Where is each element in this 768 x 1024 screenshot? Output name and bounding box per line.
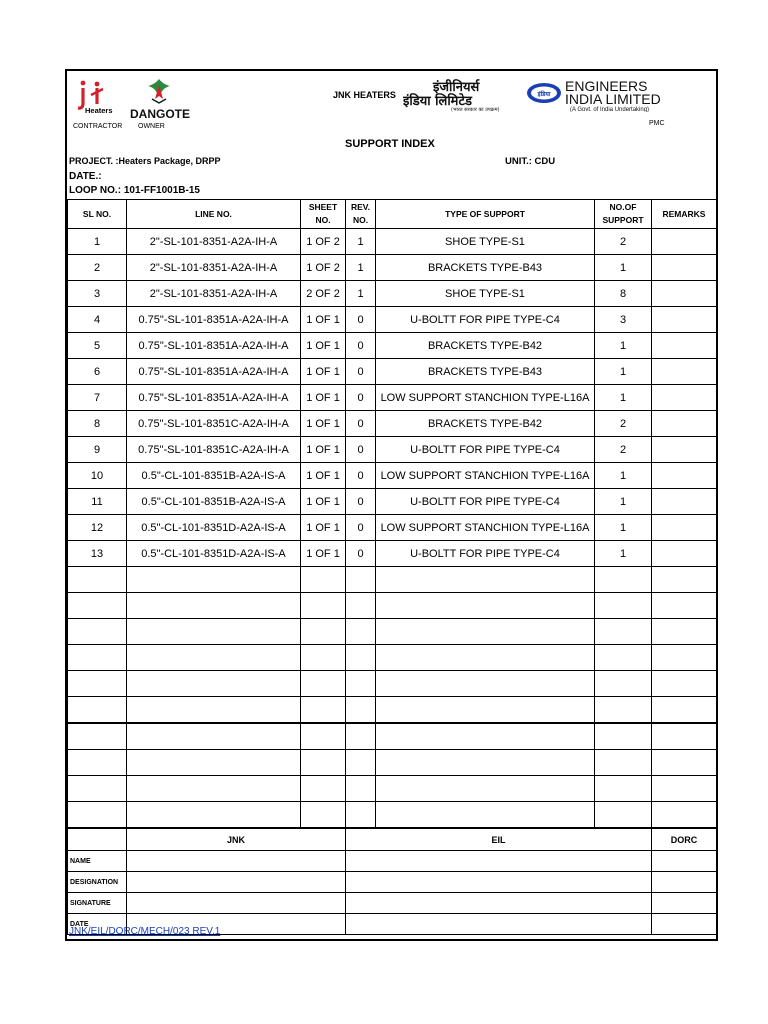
col-rev-no-bottom: NO. (352, 215, 369, 225)
eil-hindi-line1: इंजीनियर्स (433, 80, 480, 95)
cell-count: 8 (595, 281, 652, 307)
empty-cell (346, 697, 376, 724)
engineers-india-logo (403, 78, 703, 112)
signoff-jnk: JNK (127, 828, 346, 851)
col-no-of-support-top: NO.OF (609, 202, 637, 212)
empty-cell (652, 619, 717, 645)
cell-sl: 10 (68, 463, 127, 489)
cell-line: 0.5"-CL-101-8351D-A2A-IS-A (127, 515, 301, 541)
cell-rev: 0 (346, 489, 376, 515)
empty-cell (346, 645, 376, 671)
empty-cell (127, 802, 301, 829)
signoff-row-name (68, 851, 717, 872)
empty-cell (376, 671, 595, 697)
cell-sheet: 1 OF 1 (301, 437, 346, 463)
empty-cell (127, 645, 301, 671)
signoff-eil: EIL (346, 828, 652, 851)
empty-row (68, 567, 717, 593)
signoff-dorc: DORC (652, 828, 717, 851)
eil-line1: ENGINEERS (565, 78, 648, 94)
col-rev-no-top: REV. (350, 202, 371, 212)
empty-row (68, 645, 717, 671)
empty-row (68, 619, 717, 645)
empty-cell (346, 593, 376, 619)
cell-remarks (652, 359, 717, 385)
empty-cell (301, 671, 346, 697)
empty-cell (652, 567, 717, 593)
cell-line: 0.75"-SL-101-8351A-A2A-IH-A (127, 333, 301, 359)
empty-cell (595, 697, 652, 724)
loop-no-label: LOOP NO.: 101-FF1001B-15 (69, 185, 200, 196)
cell-rev: 0 (346, 359, 376, 385)
empty-cell (652, 671, 717, 697)
empty-cell (127, 723, 301, 750)
table-row (68, 489, 717, 515)
empty-cell (652, 776, 717, 802)
cell-count: 2 (595, 411, 652, 437)
cell-remarks (652, 333, 717, 359)
cell-sheet: 1 OF 2 (301, 255, 346, 281)
empty-cell (346, 619, 376, 645)
empty-cell (652, 593, 717, 619)
cell-count: 1 (595, 541, 652, 567)
cell-line: 2"-SL-101-8351-A2A-IH-A (127, 281, 301, 307)
contractor-label: CONTRACTOR (73, 123, 123, 130)
col-line-no: LINE NO. (127, 200, 301, 229)
empty-cell (346, 723, 376, 750)
cell-sl: 4 (68, 307, 127, 333)
empty-cell (301, 723, 346, 750)
cell-count: 1 (595, 255, 652, 281)
empty-cell (376, 593, 595, 619)
jnk-heaters-label: JNK HEATERS (333, 90, 396, 100)
cell-line: 0.75"-SL-101-8351C-A2A-IH-A (127, 411, 301, 437)
empty-cell (595, 776, 652, 802)
cell-sl: 12 (68, 515, 127, 541)
signoff-cell (127, 851, 346, 872)
eil-hindi-line2: इंडिया लिमिटेड (403, 94, 472, 109)
eil-line2: INDIA LIMITED (565, 91, 661, 107)
cell-rev: 0 (346, 385, 376, 411)
empty-cell (127, 750, 301, 776)
empty-cell (652, 645, 717, 671)
empty-row (68, 723, 717, 750)
cell-rev: 1 (346, 281, 376, 307)
empty-cell (301, 750, 346, 776)
cell-remarks (652, 385, 717, 411)
signoff-cell (652, 893, 717, 914)
jnk-logo-text: Heaters (85, 106, 113, 115)
cell-line: 0.75"-SL-101-8351A-A2A-IH-A (127, 385, 301, 411)
cell-remarks (652, 515, 717, 541)
cell-count: 1 (595, 333, 652, 359)
signoff-signature-label: SIGNATURE (68, 893, 127, 914)
cell-remarks (652, 307, 717, 333)
cell-sheet: 1 OF 1 (301, 463, 346, 489)
empty-cell (346, 776, 376, 802)
empty-cell (595, 619, 652, 645)
cell-remarks (652, 463, 717, 489)
cell-count: 1 (595, 359, 652, 385)
empty-cell (68, 697, 127, 724)
signoff-cell (346, 851, 652, 872)
cell-sl: 8 (68, 411, 127, 437)
empty-row (68, 776, 717, 802)
col-sheet-no (301, 200, 346, 229)
col-type-of-support: TYPE OF SUPPORT (376, 200, 595, 229)
cell-sheet: 1 OF 1 (301, 333, 346, 359)
signoff-row-designation (68, 872, 717, 893)
cell-sheet: 1 OF 1 (301, 541, 346, 567)
cell-rev: 1 (346, 229, 376, 255)
cell-rev: 0 (346, 541, 376, 567)
cell-type: U-BOLTT FOR PIPE TYPE-C4 (376, 489, 595, 515)
empty-cell (376, 802, 595, 829)
table-row (68, 411, 717, 437)
signoff-cell (127, 872, 346, 893)
cell-sheet: 1 OF 1 (301, 307, 346, 333)
signoff-corner (68, 828, 127, 851)
cell-line: 0.5"-CL-101-8351B-A2A-IS-A (127, 489, 301, 515)
empty-cell (68, 619, 127, 645)
table-row (68, 385, 717, 411)
signoff-name-label: NAME (68, 851, 127, 872)
cell-type: SHOE TYPE-S1 (376, 281, 595, 307)
table-row (68, 463, 717, 489)
cell-sheet: 2 OF 2 (301, 281, 346, 307)
cell-rev: 0 (346, 333, 376, 359)
project-label: PROJECT. :Heaters Package, DRPP (69, 156, 221, 166)
cell-type: U-BOLTT FOR PIPE TYPE-C4 (376, 437, 595, 463)
dangote-logo-text: DANGOTE (130, 107, 190, 121)
empty-cell (301, 619, 346, 645)
empty-cell (376, 776, 595, 802)
empty-cell (346, 802, 376, 829)
empty-cell (595, 671, 652, 697)
empty-cell (346, 567, 376, 593)
empty-cell (376, 619, 595, 645)
empty-cell (595, 723, 652, 750)
empty-cell (127, 776, 301, 802)
empty-cell (127, 593, 301, 619)
dangote-logo (128, 77, 190, 121)
empty-cell (301, 645, 346, 671)
empty-cell (68, 593, 127, 619)
cell-type: BRACKETS TYPE-B42 (376, 411, 595, 437)
cell-sl: 11 (68, 489, 127, 515)
cell-line: 0.75"-SL-101-8351A-A2A-IH-A (127, 359, 301, 385)
support-index-table (67, 199, 717, 935)
empty-row (68, 802, 717, 829)
date-label: DATE.: (69, 171, 102, 182)
cell-type: BRACKETS TYPE-B43 (376, 255, 595, 281)
empty-cell (68, 776, 127, 802)
cell-type: LOW SUPPORT STANCHION TYPE-L16A (376, 385, 595, 411)
cell-count: 2 (595, 437, 652, 463)
eil-emblem-text: इंडिया (537, 91, 551, 98)
empty-cell (68, 723, 127, 750)
cell-sl: 9 (68, 437, 127, 463)
empty-cell (595, 567, 652, 593)
cell-count: 2 (595, 229, 652, 255)
empty-cell (595, 750, 652, 776)
col-sheet-no-top: SHEET (308, 202, 338, 212)
cell-sl: 6 (68, 359, 127, 385)
empty-cell (376, 645, 595, 671)
cell-sheet: 1 OF 1 (301, 385, 346, 411)
cell-count: 1 (595, 515, 652, 541)
cell-rev: 0 (346, 463, 376, 489)
cell-type: U-BOLTT FOR PIPE TYPE-C4 (376, 307, 595, 333)
table-row (68, 255, 717, 281)
empty-row (68, 671, 717, 697)
cell-remarks (652, 411, 717, 437)
cell-line: 0.5"-CL-101-8351D-A2A-IS-A (127, 541, 301, 567)
empty-row (68, 750, 717, 776)
cell-sheet: 1 OF 1 (301, 489, 346, 515)
col-no-of-support-bottom: SUPPORT (602, 215, 644, 225)
empty-row (68, 697, 717, 724)
cell-sheet: 1 OF 1 (301, 359, 346, 385)
signoff-cell (346, 914, 652, 935)
empty-cell (127, 671, 301, 697)
cell-sl: 3 (68, 281, 127, 307)
cell-type: LOW SUPPORT STANCHION TYPE-L16A (376, 463, 595, 489)
empty-cell (127, 567, 301, 593)
empty-cell (652, 802, 717, 829)
cell-count: 3 (595, 307, 652, 333)
empty-cell (301, 567, 346, 593)
cell-line: 0.75"-SL-101-8351A-A2A-IH-A (127, 307, 301, 333)
cell-count: 1 (595, 489, 652, 515)
cell-line: 0.5"-CL-101-8351B-A2A-IS-A (127, 463, 301, 489)
col-sl-no: SL NO. (68, 200, 127, 229)
cell-type: U-BOLTT FOR PIPE TYPE-C4 (376, 541, 595, 567)
empty-cell (127, 619, 301, 645)
col-no-of-support (595, 200, 652, 229)
empty-cell (346, 750, 376, 776)
cell-sheet: 1 OF 1 (301, 515, 346, 541)
cell-sheet: 1 OF 2 (301, 229, 346, 255)
cell-line: 2"-SL-101-8351-A2A-IH-A (127, 229, 301, 255)
signoff-cell (652, 851, 717, 872)
page-title: SUPPORT INDEX (345, 138, 435, 150)
empty-cell (346, 671, 376, 697)
empty-cell (376, 750, 595, 776)
empty-cell (68, 802, 127, 829)
cell-remarks (652, 255, 717, 281)
empty-cell (376, 697, 595, 724)
cell-remarks (652, 489, 717, 515)
cell-sl: 13 (68, 541, 127, 567)
empty-cell (68, 567, 127, 593)
signoff-header-row (68, 828, 717, 851)
empty-cell (301, 697, 346, 724)
cell-sl: 2 (68, 255, 127, 281)
empty-cell (376, 723, 595, 750)
unit-label: UNIT.: CDU (505, 156, 556, 167)
signoff-row-signature (68, 893, 717, 914)
empty-cell (595, 802, 652, 829)
empty-cell (595, 645, 652, 671)
empty-row (68, 593, 717, 619)
pmc-label: PMC (649, 120, 665, 127)
empty-cell (68, 671, 127, 697)
cell-type: LOW SUPPORT STANCHION TYPE-L16A (376, 515, 595, 541)
eil-hindi-small: (भारत सरकार का उपक्रम) (451, 107, 500, 112)
table-row (68, 281, 717, 307)
cell-count: 1 (595, 385, 652, 411)
cell-line: 2"-SL-101-8351-A2A-IH-A (127, 255, 301, 281)
cell-sl: 5 (68, 333, 127, 359)
cell-sheet: 1 OF 1 (301, 411, 346, 437)
table-row (68, 515, 717, 541)
document-reference-link[interactable]: JNK/EIL/DORC/MECH/023 REV.1 (69, 926, 221, 937)
table-row (68, 437, 717, 463)
cell-sl: 7 (68, 385, 127, 411)
cell-count: 1 (595, 463, 652, 489)
empty-cell (652, 723, 717, 750)
signoff-cell (652, 872, 717, 893)
cell-sl: 1 (68, 229, 127, 255)
table-row (68, 359, 717, 385)
cell-rev: 0 (346, 515, 376, 541)
cell-remarks (652, 229, 717, 255)
document-sheet (65, 69, 718, 941)
signoff-cell (127, 893, 346, 914)
empty-cell (301, 802, 346, 829)
empty-cell (301, 776, 346, 802)
signoff-cell (346, 893, 652, 914)
signoff-cell (652, 914, 717, 935)
cell-line: 0.75"-SL-101-8351C-A2A-IH-A (127, 437, 301, 463)
empty-cell (301, 593, 346, 619)
signoff-designation-label: DESIGNATION (68, 872, 127, 893)
col-remarks: REMARKS (652, 200, 717, 229)
cell-rev: 1 (346, 255, 376, 281)
owner-label: OWNER (138, 123, 165, 130)
cell-remarks (652, 281, 717, 307)
col-rev-no (346, 200, 376, 229)
empty-cell (652, 697, 717, 724)
table-row (68, 333, 717, 359)
signoff-cell (346, 872, 652, 893)
eil-line3: (A Govt. of India Undertaking) (570, 107, 650, 112)
empty-cell (595, 593, 652, 619)
empty-cell (68, 645, 127, 671)
empty-cell (68, 750, 127, 776)
table-row (68, 229, 717, 255)
signoff-date-label: DATE (68, 914, 127, 935)
cell-type: BRACKETS TYPE-B43 (376, 359, 595, 385)
cell-remarks (652, 541, 717, 567)
cell-rev: 0 (346, 437, 376, 463)
table-row (68, 307, 717, 333)
cell-remarks (652, 437, 717, 463)
cell-rev: 0 (346, 411, 376, 437)
empty-cell (652, 750, 717, 776)
table-row (68, 541, 717, 567)
cell-rev: 0 (346, 307, 376, 333)
table-header-row (68, 200, 717, 229)
empty-cell (127, 697, 301, 724)
empty-cell (376, 567, 595, 593)
col-sheet-no-bottom: NO. (315, 215, 331, 225)
cell-type: BRACKETS TYPE-B42 (376, 333, 595, 359)
cell-type: SHOE TYPE-S1 (376, 229, 595, 255)
jnk-heaters-logo (77, 79, 121, 115)
